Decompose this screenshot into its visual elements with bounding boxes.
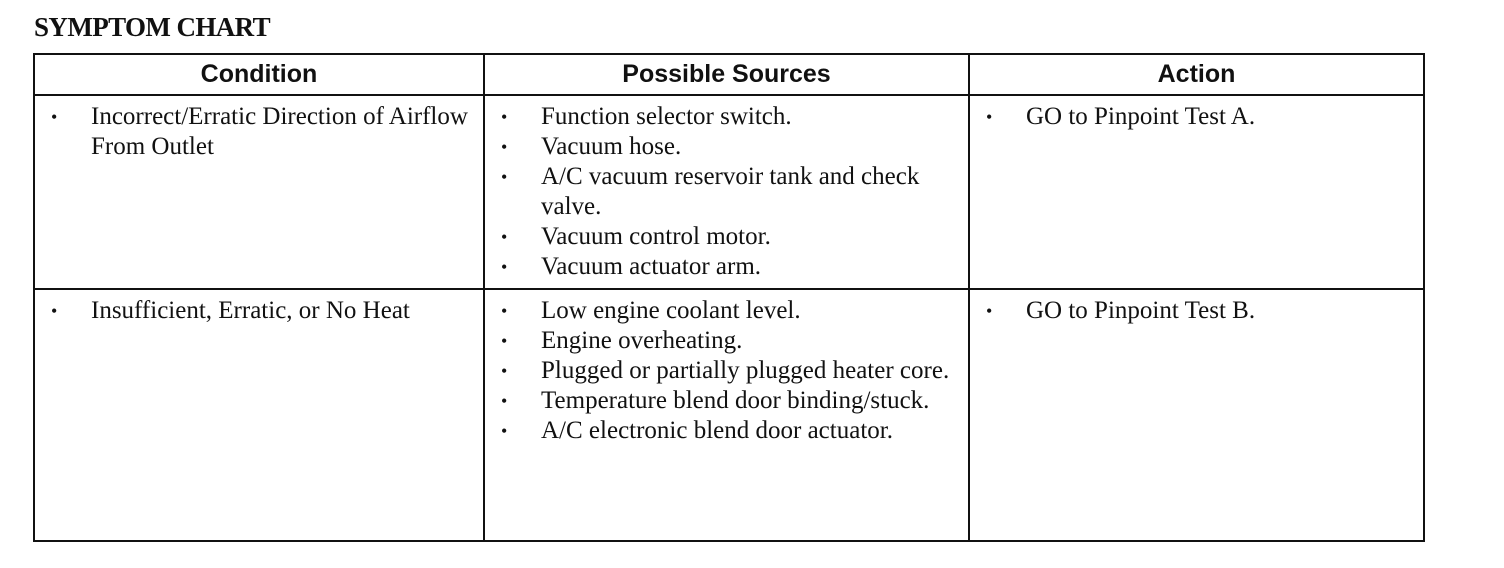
list-item [495,132,960,162]
list-item [495,252,960,282]
bullet-icon: • [51,301,58,321]
action-text: GO to Pinpoint Test B. [1026,297,1256,324]
list-item [495,356,960,386]
bullet-icon: • [51,107,58,127]
table-row [34,289,1424,541]
sources-cell [484,289,969,541]
condition-text: Incorrect/Erratic Direction of Airflow From Outlet [91,103,468,160]
bullet-icon: • [501,391,508,411]
source-text: Vacuum hose. [541,133,682,160]
action-text: GO to Pinpoint Test A. [1026,103,1256,130]
bullet-icon: • [501,361,508,381]
source-text: Temperature blend door binding/stuck. [541,387,930,414]
bullet-icon: • [501,421,508,441]
bullet-icon: • [501,301,508,321]
sources-cell [484,95,969,289]
bullet-icon: • [501,257,508,277]
page-title: SYMPTOM CHART [34,12,271,42]
source-text: Low engine coolant level. [541,297,801,324]
list-item [495,296,960,326]
list-item [980,102,1415,132]
bullet-icon: • [501,331,508,351]
condition-cell [34,289,484,541]
bullet-icon: • [501,137,508,157]
header-action: Action [969,54,1424,95]
action-cell [969,289,1424,541]
bullet-icon: • [986,107,993,127]
bullet-icon: • [986,301,993,321]
header-possible-sources: Possible Sources [484,54,969,95]
table-row [34,95,1424,289]
symptom-table [33,53,1425,542]
list-item [495,416,960,446]
header-condition: Condition [34,54,484,95]
bullet-icon: • [501,227,508,247]
source-text: Plugged or partially plugged heater core. [541,357,950,384]
source-text: Vacuum control motor. [541,223,771,250]
bullet-icon: • [501,107,508,127]
condition-cell [34,95,484,289]
header-row [34,54,1424,95]
source-text: Function selector switch. [541,103,792,130]
list-item [495,326,960,356]
list-item [495,222,960,252]
list-item [495,102,960,132]
source-text: A/C electronic blend door actuator. [541,417,893,444]
source-text: Engine overheating. [541,327,743,354]
list-item [495,162,960,222]
list-item [45,102,475,162]
list-item [980,296,1415,326]
source-text: A/C vacuum reservoir tank and check valve. [541,163,920,220]
source-text: Vacuum actuator arm. [541,253,762,280]
action-cell [969,95,1424,289]
list-item [495,386,960,416]
condition-text: Insufficient, Erratic, or No Heat [91,297,410,324]
list-item [45,296,475,326]
bullet-icon: • [501,167,508,187]
